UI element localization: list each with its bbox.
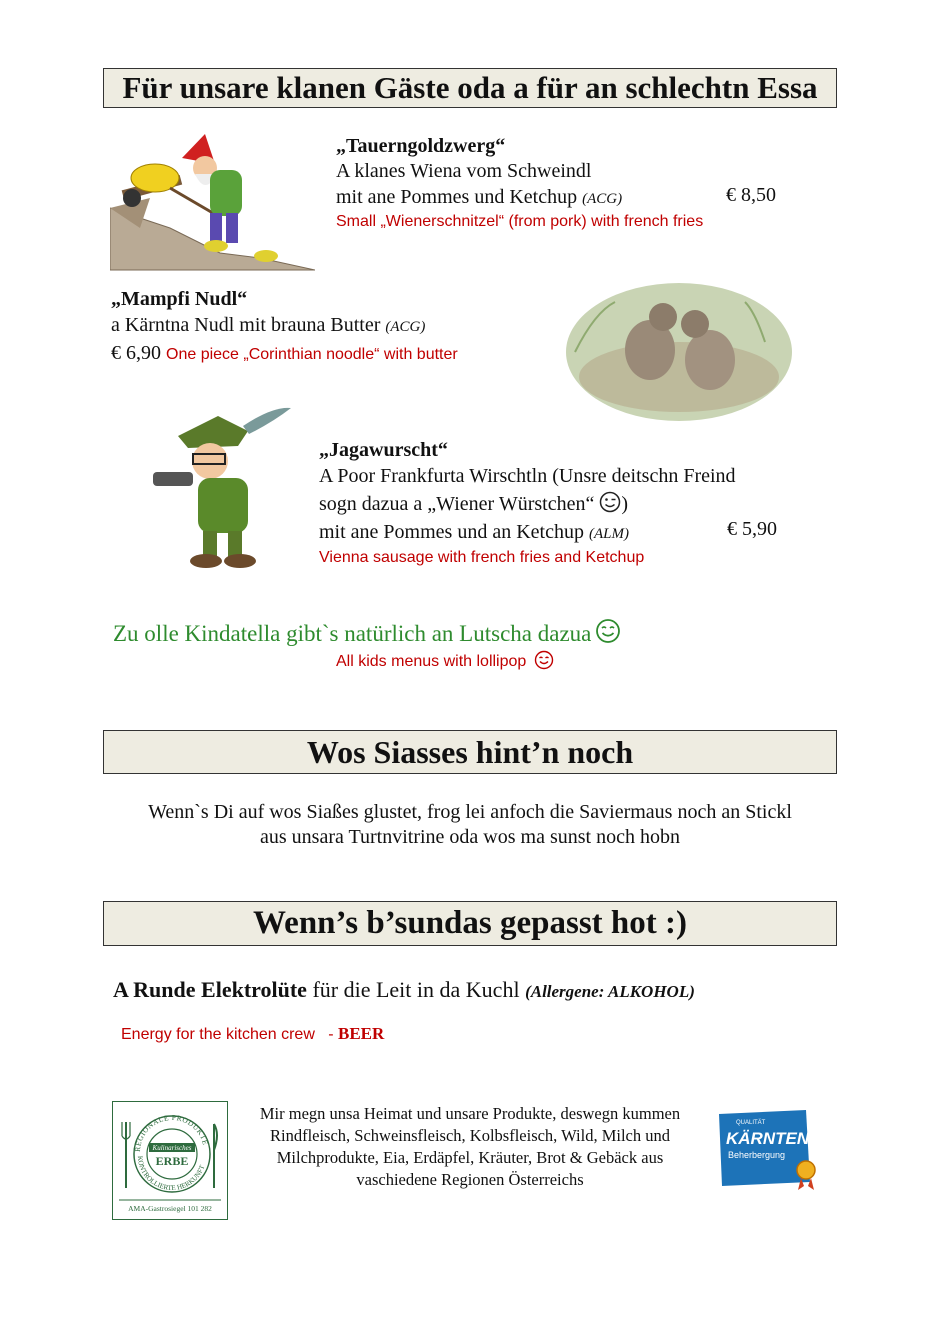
menu-item-tauerngoldzwerg [336,134,806,231]
logo-small: QUALITÄT [736,1120,766,1126]
tip-rest: für die Leit in da Kuchl [306,977,526,1002]
footer-line: vaschiedene Regionen Österreichs [356,1170,584,1189]
item-name: „Mampfi Nudl“ [111,288,248,310]
item-description: A Poor Frankfurta Wirschtln (Unsre deitschn Freind [319,465,736,487]
kids-menu-heading [103,68,837,108]
lollipop-note-text: Zu olle Kindatella gibt`s natürlich an Lutscha dazua [113,621,592,646]
tip-bold: A Runde Elektrolüte [113,977,307,1002]
tip-allergens: (Allergene: ALKOHOL) [525,982,695,1001]
item-description [319,490,799,518]
item-price-line [111,340,551,368]
logo-main: KÄRNTEN [726,1129,810,1148]
logo-sub: Beherbergung [728,1150,786,1160]
item-price: € 8,50 [726,184,776,206]
english-translation: Small „Wienerschnitzel“ (from pork) with french fries [336,213,704,230]
seal-center-top: Kulinarisches [152,1144,192,1152]
item-description-text: a Kärntna Nudl mit brauna Butter [111,314,381,336]
footer-text [228,1103,712,1191]
dessert-heading-text: Wos Siasses hint’n noch [306,734,634,770]
english-translation: Energy for the kitchen crew - [121,1026,338,1043]
tip-english [113,1006,384,1044]
marmots-photo [565,282,793,422]
kids-menu-heading-text: Für unsare klanen Gäste oda a für an schlechtn Essa [122,70,818,105]
tip-line [113,977,695,1003]
tip-heading [103,901,837,946]
footer-line: Milchprodukte, Eia, Erdäpfel, Kräuter, Brot & Gebäck aus [276,1148,664,1167]
item-description-text: ) [621,493,629,515]
menu-item-mampfi-nudl [111,286,551,368]
seal-center-main: ERBE [155,1154,189,1168]
allergen-code: (ACG) [582,191,623,207]
dessert-text [60,800,880,850]
english-translation: Vienna sausage with french fries and Ketchup [319,549,645,566]
qualitaet-kaernten-logo [716,1108,822,1192]
ama-gastrosiegel-seal [112,1101,228,1220]
beer-label: BEER [337,1024,385,1043]
item-name: „Tauerngoldzwerg“ [336,135,506,157]
item-price: € 6,90 [111,342,161,364]
dessert-line: Wenn`s Di auf wos Siaßes glustet, frog lei anfoch die Saviermaus noch an Stickl [148,801,792,823]
item-description [111,312,551,340]
footer-line: Rindfleisch, Schweinsfleisch, Kolbsfleisch, Wild, Milch und [269,1126,671,1145]
hunter-binoculars-illustration [148,406,296,572]
item-description-text: mit ane Pommes und an Ketchup [319,521,584,543]
lollipop-note [113,618,621,647]
dessert-line: aus unsara Turtnvitrine oda wos ma sunst noch hobn [260,826,680,848]
seal-ring-bottom: KONTROLLIERTE HERKUNFT [135,1155,207,1193]
footer-line: Mir megn unsa Heimat und unsare Produkte, deswegn kummen [259,1104,681,1123]
seal-caption: AMA-Gastrosiegel 101 282 [128,1204,212,1213]
allergen-code: (ALM) [588,526,629,542]
smiley-green-icon [595,618,621,644]
english-translation: All kids menus with lollipop [336,653,527,670]
item-description-text: mit ane Pommes und Ketchup [336,186,578,208]
wink-smiley-icon [599,491,621,513]
item-price: € 5,90 [727,518,777,540]
lollipop-english [336,650,554,671]
seal-ring-top: REGIONALE PRODUKTE [132,1112,211,1153]
menu-item-jagawurscht [319,438,799,567]
dwarf-wheelbarrow-illustration [110,128,315,273]
item-description: A klanes Wiena vom Schweindl [336,160,592,182]
item-description-text: sogn dazua a „Wiener Würstchen“ [319,493,595,515]
allergen-code: (ACG) [385,319,426,335]
english-translation: One piece „Corinthian noodle“ with butter [166,346,458,363]
smiley-red-icon [534,650,554,670]
tip-heading-text: Wenn’s b’sundas gepasst hot :) [253,905,687,941]
item-name: „Jagawurscht“ [319,439,448,461]
dessert-heading [103,730,837,774]
